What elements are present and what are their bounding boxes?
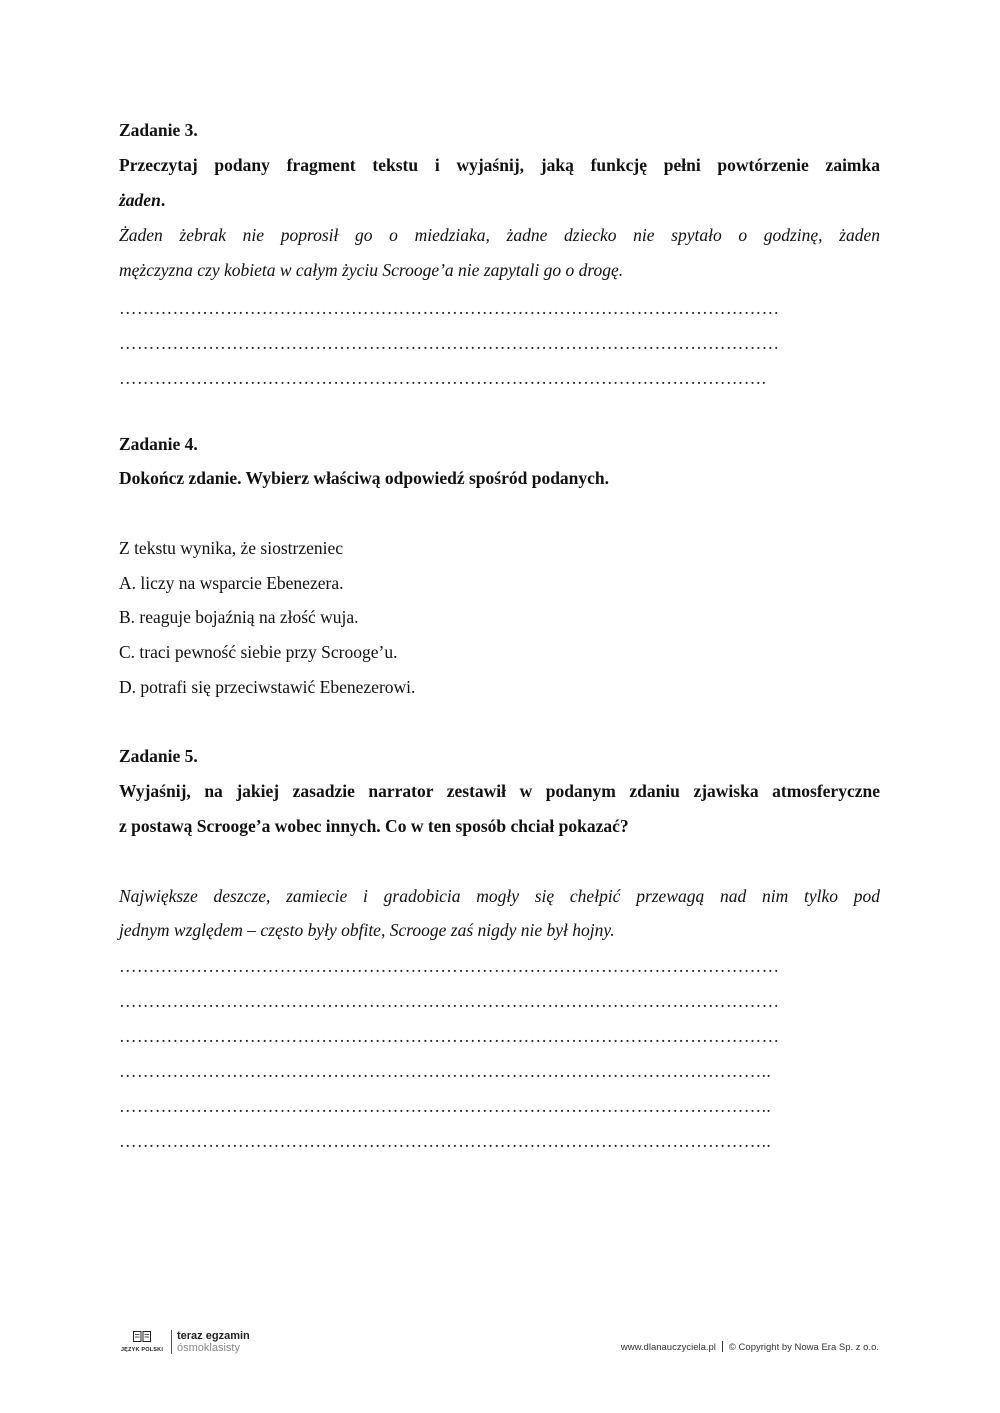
- task3-instruction-end: .: [160, 190, 166, 210]
- footer-separator: [722, 1341, 723, 1352]
- logo-divider: [171, 1330, 172, 1354]
- task4-option-a[interactable]: A. liczy na wsparcie Ebenezera.: [119, 573, 344, 593]
- footer-copyright: © Copyright by Nowa Era Sp. z o.o.: [728, 1342, 879, 1353]
- task3-quote-line1: Żaden żebrak nie poprosił go o miedziaka, żadne dziecko nie spytało o godzinę, żaden: [119, 225, 880, 245]
- task4-option-b[interactable]: B. reaguje bojaźnią na złość wuja.: [119, 607, 359, 627]
- task3-instruction-word: żaden: [119, 190, 161, 210]
- footer-website[interactable]: www.dlanauczyciela.pl: [620, 1342, 716, 1353]
- book-icon: [133, 1331, 151, 1343]
- logo-title: teraz egzamin: [177, 1330, 250, 1342]
- task3-instruction-line2: [119, 189, 165, 211]
- task5-answer-line[interactable]: …………………………………………………………………………………………………: [119, 956, 780, 976]
- task3-answer-line[interactable]: …………………………………………………………………………………………………: [119, 298, 780, 318]
- task4-option-d[interactable]: D. potrafi się przeciwstawić Ebenezerowi.: [119, 677, 416, 697]
- task3-heading: Zadanie 3.: [119, 120, 198, 140]
- task3-answer-line[interactable]: ……………………………………………………………………………………………….: [119, 368, 767, 388]
- task5-answer-line[interactable]: …………………………………………………………………………………………………: [119, 991, 780, 1011]
- footer-credits: [621, 1341, 879, 1353]
- task5-instruction-line1: Wyjaśnij, na jakiej zasadzie narrator zestawił w podanym zdaniu zjawiska atmosferyczne: [119, 781, 880, 801]
- task3-instruction-line1: Przeczytaj podany fragment tekstu i wyjaśnij, jaką funkcję pełni powtórzenie zaimka: [119, 155, 880, 175]
- task5-quote-line1: Największe deszcze, zamiecie i gradobicia mogły się chełpić przewagą nad nim tylko pod: [119, 886, 880, 906]
- task5-answer-line[interactable]: ………………………………………………………………………………………………..: [119, 1131, 772, 1151]
- task3-quote-line2: mężczyzna czy kobieta w całym życiu Scrooge’a nie zapytali go o drogę.: [119, 260, 624, 280]
- task4-heading: Zadanie 4.: [119, 434, 198, 454]
- task3-answer-line[interactable]: …………………………………………………………………………………………………: [119, 333, 780, 353]
- task4-option-c[interactable]: C. traci pewność siebie przy Scrooge’u.: [119, 642, 398, 662]
- task5-quote-line2: jednym względem – często były obfite, Scrooge zaś nigdy nie był hojny.: [119, 920, 615, 940]
- task4-instruction: Dokończ zdanie. Wybierz właściwą odpowiedź spośród podanych.: [119, 468, 610, 488]
- task5-instruction-line2: z postawą Scrooge’a wobec innych. Co w ten sposób chciał pokazać?: [119, 816, 629, 836]
- task5-answer-line[interactable]: …………………………………………………………………………………………………: [119, 1026, 780, 1046]
- task5-answer-line[interactable]: ………………………………………………………………………………………………..: [119, 1061, 772, 1081]
- task5-answer-line[interactable]: ………………………………………………………………………………………………..: [119, 1096, 772, 1116]
- logo-subtitle: ósmoklasisty: [177, 1342, 240, 1354]
- logo-subject: JĘZYK POLSKI: [120, 1347, 164, 1353]
- task4-stem: Z tekstu wynika, że siostrzeniec: [119, 538, 344, 558]
- task5-heading: Zadanie 5.: [119, 746, 198, 766]
- footer-logo: [119, 1330, 259, 1358]
